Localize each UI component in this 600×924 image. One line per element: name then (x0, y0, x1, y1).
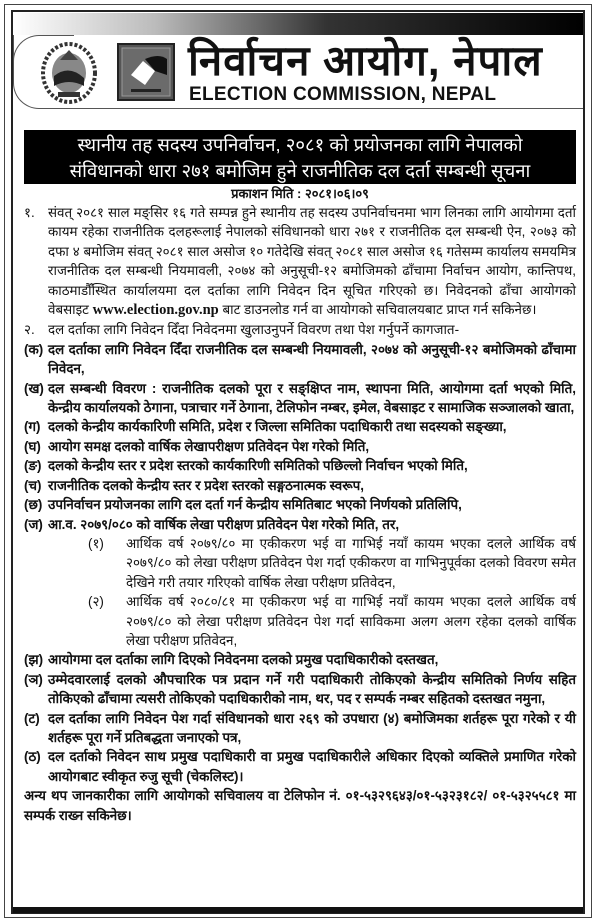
notice-body (24, 203, 576, 825)
item-marker: (च) (24, 477, 42, 493)
item-marker: (छ) (24, 497, 43, 513)
list-item (24, 417, 576, 436)
title-line-2: संविधानको धारा २७१ बमोजिम हुने राजनीतिक दल दर्ता सम्बन्धी सूचना (69, 160, 531, 181)
item-text: दल दर्ताका लागि निवेदन दिँदा राजनीतिक दल सम्बन्धी नियमावली, २०७४ को अनुसूची-१२ बमोजिमको ढाँचामा निवेदन, (48, 341, 576, 377)
item-marker: (झ) (24, 652, 44, 668)
item-text: आयोगमा दल दर्ताका लागि दिएको निवेदनमा दलको प्रमुख पदाधिकारीको दस्तखत, (48, 652, 439, 668)
org-name-nepali: निर्वाचन आयोग, नेपाल (188, 37, 543, 84)
list-item (24, 495, 576, 514)
item-text: उपनिर्वाचन प्रयोजनका लागि दल दर्ता गर्न केन्द्रीय समितिबाट भएको निर्णयको प्रतिलिपि, (48, 497, 462, 513)
item-text: आर्थिक वर्ष २०८०/८१ मा एकीकरण भई वा गाभिई नयाँ कायम भएका दलले आर्थिक वर्ष २०७९/८० को लेखा परीक्षण प्रतिवेदन पेश गर्दा साविकमा अलग अलग रहेका दलको वार्षिक लेखा परीक्षण प्रतिवेदन, (126, 594, 576, 648)
item-marker: (ग) (24, 419, 41, 435)
paragraph-text: दल दर्ताका लागि निवेदन दिँदा निवेदनमा खुलाउनुपर्ने विवरण तथा पेश गर्नुपर्ने कागजात- (48, 322, 460, 338)
nepal-emblem-icon (40, 42, 98, 104)
list-item (24, 437, 576, 456)
notice-title (24, 130, 576, 184)
item-marker: (ट) (24, 710, 40, 726)
item-marker: (ङ) (24, 458, 42, 474)
item-text: आर्थिक वर्ष २०७९/८० मा एकीकरण भई वा गाभिई नयाँ कायम भएका दलले आर्थिक वर्ष २०७९/८० को लेखा परीक्षण प्रतिवेदन पेश गर्दा एकीकरण वा गाभिनुपूर्वका दलको विवरण समेत देखिने गरी तयार गरिएको वार्षिक लेखा परीक्षण प्रतिवेदन, (126, 535, 576, 590)
paragraph-1 (24, 203, 576, 320)
paragraph-number: २. (24, 322, 35, 338)
item-text: दल दर्ताको निवेदन साथ प्रमुख पदाधिकारी वा प्रमुख पदाधिकारीले अधिकार दिएको व्यक्तिले प्रमाणित गरेको आयोगबाट स्वीकृत रुजु सूची (चेकलिस्ट)। (48, 749, 576, 784)
ballot-box-icon (117, 43, 175, 101)
item-text: आ.व. २०७९/०८० को वार्षिक लेखा परीक्षण प्रतिवेदन पेश गरेको मिति, तर, (48, 516, 400, 532)
list-item (24, 534, 576, 592)
title-line-1: स्थानीय तह सदस्य उपनिर्वाचन, २०८१ को प्रयोजनका लागि नेपालको (77, 134, 523, 155)
text-after-url: बाट डाउनलोड गर्न वा आयोगको सचिवालयबाट प्राप्त गर्न सकिनेछ। (218, 302, 537, 318)
item-text: आयोग समक्ष दलको वार्षिक लेखापरीक्षण प्रतिवेदन पेश गरेको मिति, (48, 438, 370, 454)
header-gradient-bar (13, 13, 583, 35)
item-marker: (२) (88, 594, 104, 610)
list-item (24, 592, 576, 650)
item-marker: (ञ) (24, 671, 43, 687)
publish-date: प्रकाशन मिति : २०८१।०६।०९ (231, 186, 369, 201)
item-text: उम्मेदवारलाई दलको औपचारिक पत्र प्रदान गर्ने गरी पदाधिकारी तोकिएको केन्द्रीय समितिको निर्णय सहित तोकिएको ढाँचामा त्यसरी तोकिएको पदाधिकारीको नाम, थर, पद र सम्पर्क नम्बर सहितको दस्तखत नमुना, (48, 671, 576, 707)
item-text: राजनीतिक दलको केन्द्रीय स्तर र प्रदेश स्तरको सङ्गठनात्मक स्वरूप, (48, 477, 364, 493)
website-url: www.election.gov.np (92, 302, 219, 319)
item-text: दल दर्ताका लागि निवेदन पेश गर्दा संविधानको धारा २६९ को उपधारा (४) बमोजिमका शर्तहरू पूरा गरेको र यी शर्तहरू पूरा गर्ने प्रतिबद्धता जनाएको पत्र, (48, 710, 576, 745)
item-marker: (ठ) (24, 749, 41, 765)
item-marker: (क) (24, 341, 44, 357)
paragraph-number: १. (24, 205, 35, 220)
paragraph-2 (24, 320, 576, 339)
bottom-bar (13, 907, 583, 913)
text-before-url: संवत् २०८१ साल मङ्सिर १६ गते सम्पन्न हुने स्थानीय तह सदस्य उपनिर्वाचनमा भाग लिनका लागि आयोगमा दर्ता कायम रहेका राजनीतिक दलहरूलाई नेपालको संविधानको धारा २७१ र राजनीतिक दल सम्बन्धी ऐन, २०७३ को दफा ४ बमोजिम संवत् २०८१ साल असोज १० गतेदेखि संवत् २०८१ साल असोज १६ गतेसम्म कार्यालय समयमित्र राजनीतिक दल सम्बन्धी नियमावली, २०७४ को अनुसूची-१२ बमोजिमको ढाँचामा निर्वाचन आयोग, कान्तिपथ, काठमाडौँस्थित कार्यालयमा दल दर्ताका लागि निवेदन दिन सूचित गरिएको छ। निवेदनको ढाँचा आयोगको वेबसाइट (48, 205, 576, 318)
footer-text: अन्य थप जानकारीका लागि आयोगको सचिवालय वा टेलिफोन नं. ०१-५३२९६४३/०१-५३२३१८२/ ०१-५३२५५८१ मा सम्पर्क राख्न सकिनेछ। (24, 788, 576, 823)
item-text: दलको केन्द्रीय कार्यकारिणी समिति, प्रदेश र जिल्ला समितिका पदाधिकारी तथा सदस्यको सङ्ख्या, (48, 419, 507, 435)
list-item (24, 340, 576, 379)
list-item (24, 515, 576, 534)
list-item (24, 650, 576, 669)
item-text: दलको केन्द्रीय स्तर र प्रदेश स्तरको कार्यकारिणी समितिको पछिल्लो निर्वाचन भएको मिति, (48, 458, 468, 474)
org-name-english: ELECTION COMMISSION, NEPAL (189, 84, 497, 105)
item-text: दल सम्बन्धी विवरण : राजनीतिक दलको पूरा र सङ्क्षिप्त नाम, स्थापना मिति, आयोगमा दर्ता भएको मिति, केन्द्रीय कार्यालयको ठेगाना, पत्राचार गर्ने ठेगाना, टेलिफोन नम्बर, इमेल, वेबसाइट र सामाजिक सञ्जालको खाता, (48, 380, 576, 416)
footer-contact (24, 786, 576, 825)
item-marker: (घ) (24, 438, 41, 454)
list-item (24, 670, 576, 709)
item-marker: (ज) (24, 516, 43, 532)
list-item (24, 747, 576, 786)
paragraph-text (48, 203, 576, 320)
list-item (24, 476, 576, 495)
list-item (24, 456, 576, 475)
item-marker: (१) (88, 535, 104, 551)
item-marker: (ख) (24, 380, 44, 396)
list-item (24, 709, 576, 748)
list-item (24, 379, 576, 418)
